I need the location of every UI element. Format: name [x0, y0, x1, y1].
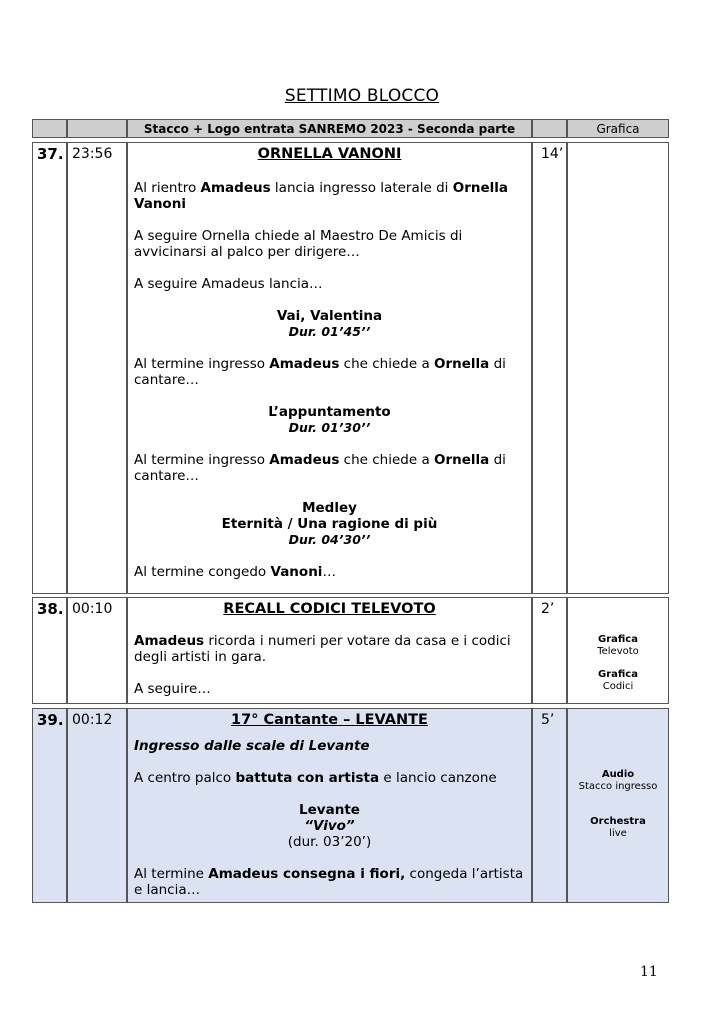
song-duration: (dur. 03’20’) [287, 834, 372, 850]
grafica-sub: Televoto [597, 646, 639, 657]
segment-time: 00:10 [67, 597, 127, 704]
grafica-sub: Codici [602, 681, 634, 692]
song-duration: Dur. 01’30’’ [288, 420, 371, 435]
segment-time: 00:12 [67, 708, 127, 903]
segment-number: 38. [32, 597, 67, 704]
header-table [32, 119, 669, 138]
paragraph: Al termine congedo Vanoni… [134, 564, 336, 580]
song-duration: Dur. 01’45’’ [288, 324, 371, 339]
segment-grafica [567, 597, 669, 704]
song-title: Medley [302, 500, 357, 516]
page-number: 11 [640, 964, 658, 980]
segment-title: 17° Cantante – LEVANTE [231, 712, 428, 728]
segment-time: 23:56 [67, 142, 127, 594]
artist-name: Levante [299, 802, 360, 818]
grafica-label: Audio [601, 769, 635, 780]
song-title: “Vivo” [304, 818, 355, 834]
paragraph: Al termine ingresso Amadeus che chiede a Ornella di cantare… [134, 356, 506, 388]
page-title: SETTIMO BLOCCO [284, 86, 440, 106]
segment-grafica [567, 142, 669, 594]
header-grafica: Grafica [567, 119, 669, 138]
segment-number: 39. [32, 708, 67, 903]
grafica-label: Orchestra [590, 816, 646, 827]
paragraph: A seguire Amadeus lancia… [134, 276, 323, 292]
segment-duration: 5’ [532, 708, 567, 903]
grafica-label: Grafica [598, 669, 638, 680]
segment-duration: 2’ [532, 597, 567, 704]
segment-title: RECALL CODICI TELEVOTO [223, 601, 436, 617]
segment-content [127, 597, 532, 704]
segment-duration: 14’ [532, 142, 567, 594]
segment-title: ORNELLA VANONI [257, 146, 402, 162]
paragraph: A centro palco battuta con artista e lancio canzone [134, 770, 497, 786]
segment-content [127, 142, 532, 594]
segment-number: 37. [32, 142, 67, 594]
segment-grafica [567, 708, 669, 903]
paragraph: Al termine ingresso Amadeus che chiede a Ornella di cantare… [134, 452, 506, 484]
grafica-label: Grafica [598, 634, 638, 645]
paragraph: Al termine Amadeus consegna i fiori, congeda l’artista e lancia… [134, 866, 524, 898]
segment-38 [32, 597, 669, 704]
song-duration: Dur. 04’30’’ [288, 532, 371, 547]
header-cell-empty [67, 119, 127, 138]
segment-37 [32, 142, 669, 594]
paragraph: A seguire Ornella chiede al Maestro De Amicis di avvicinarsi al palco per dirigere… [134, 228, 463, 260]
segment-content [127, 708, 532, 903]
song-title: L’appuntamento [268, 404, 391, 420]
header-title: Stacco + Logo entrata SANREMO 2023 - Seconda parte [127, 119, 532, 138]
grafica-sub: live [609, 828, 627, 839]
paragraph: A seguire… [134, 681, 211, 697]
header-cell-empty [32, 119, 67, 138]
song-title: Vai, Valentina [276, 308, 383, 324]
paragraph: Al rientro Amadeus lancia ingresso laterale di Ornella Vanoni [134, 180, 508, 212]
paragraph: Ingresso dalle scale di Levante [134, 738, 370, 754]
paragraph: Amadeus ricorda i numeri per votare da casa e i codici degli artisti in gara. [134, 633, 511, 665]
song-title: Eternità / Una ragione di più [221, 516, 438, 532]
segment-39 [32, 708, 669, 903]
grafica-sub: Stacco ingresso [578, 781, 658, 792]
header-cell-empty [532, 119, 567, 138]
